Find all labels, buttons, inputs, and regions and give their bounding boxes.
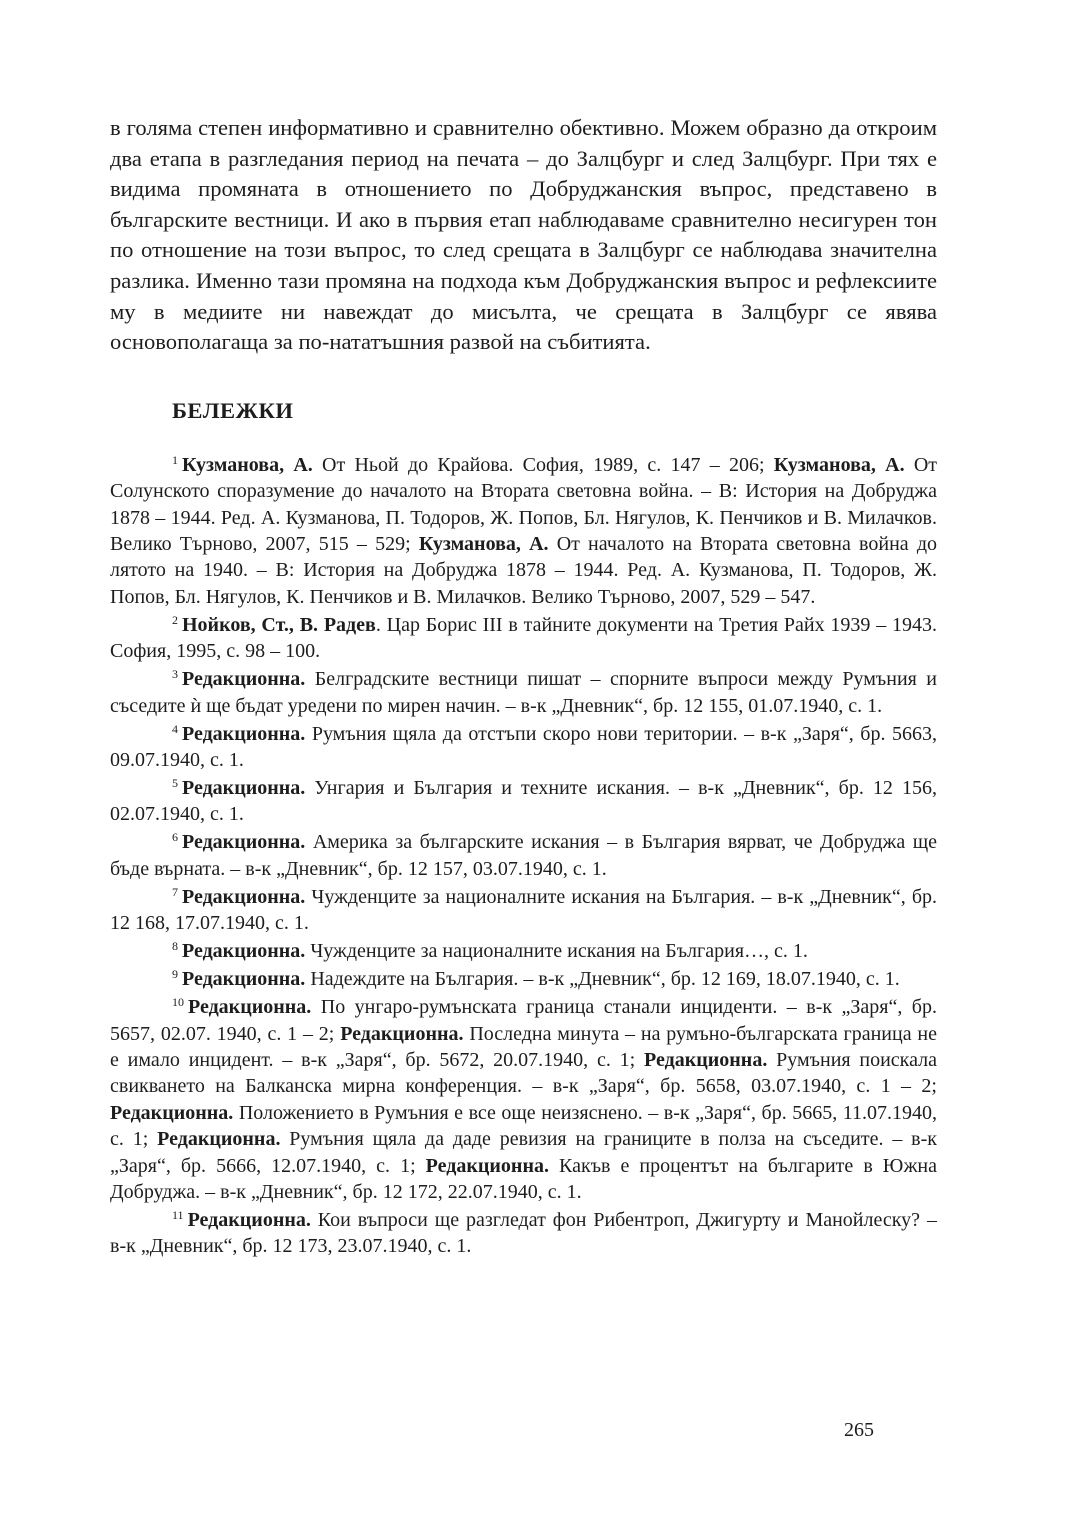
body-paragraph: в голяма степен информативно и сравнително обективно. Можем образно да откроим два етапа в разгледания период на печата – до Залцбург и след Залцбург. При тях е видима промяната в отношението по Добруджанския въпрос, представено в българските вестници. И ако в първия етап наблюдаваме сравнително несигурен тон по отношение на този въпрос, то след срещата в Залцбург се наблюдава значителна разлика. Именно тази промяна на подхода към Добруджанския въпрос и рефлексиите му в медиите ни навеждат до мисълта, че срещата в Залцбург се явява основополагаща за по-нататъшния развой на събитията. <box>110 115 937 355</box>
footnote-author: Нойков, Ст., В. Радев <box>182 613 376 636</box>
footnote-number: 8 <box>172 939 178 954</box>
notes-heading: БЕЛЕЖКИ <box>172 397 294 423</box>
footnote-4 <box>110 721 937 774</box>
footnote-author: Кузманова, А. <box>418 532 549 555</box>
footnote-10 <box>110 994 937 1205</box>
footnote-text: Америка за българските искания – в България вярват, че Добруджа ще бъде върната. – в-к „Дневник“, бр. 12 157, 03.07.1940, с. 1. <box>110 831 937 880</box>
footnote-author: Кузманова, А. <box>773 453 905 476</box>
footnote-author: Редакционна. <box>644 1049 768 1072</box>
footnote-text: Румъния щяла да отстъпи скоро нови територии. – в-к „Заря“, бр. 5663, 09.07.1940, с. 1. <box>110 722 937 771</box>
footnote-author: Редакционна. <box>182 777 306 799</box>
footnote-text: Положението в Румъния е все още неизяснено. – в-к „Заря“, бр. 5665, 11.07.1940, с. 1; <box>110 1101 937 1151</box>
footnote-number: 5 <box>172 776 178 790</box>
footnote-9 <box>110 966 937 992</box>
footnote-number: 2 <box>172 612 178 627</box>
footnote-8 <box>110 938 937 964</box>
footnote-text: От Ньой до Крайова. София, 1989, с. 147 – 206; <box>312 453 774 476</box>
footnote-number: 9 <box>172 967 178 982</box>
footnote-text: Белградските вестници пишат – спорните въпроси между Румъния и съседите ѝ ще бъдат уредени по мирен начин. – в-к „Дневник“, бр. 12 155, 01.07.1940, с. 1. <box>110 668 937 717</box>
footnote-author: Редакционна. <box>182 885 306 908</box>
footnotes-list <box>110 452 937 1260</box>
footnote-text: Последна минута – на румъно-българската граница не е имало инцидент. – в-к „Заря“, бр. 5672, 20.07.1940, с. 1; <box>110 1022 937 1072</box>
footnote-6 <box>110 829 937 882</box>
footnote-author: Редакционна. <box>157 1128 281 1151</box>
footnote-text: Какъв е процентът на българите в Южна Добруджа. – в-к „Дневник“, бр. 12 172, 22.07.1940, с. 1. <box>110 1154 937 1204</box>
footnote-author: Редакционна. <box>188 996 312 1019</box>
footnote-author: Кузманова, А. <box>182 453 313 476</box>
footnote-number: 11 <box>172 1208 184 1223</box>
footnote-1 <box>110 452 937 610</box>
footnote-text: Румъния поискала свикването на Балканска мирна конференция. – в-к „Заря“, бр. 5658, 03.07.1940, с. 1 – 2; <box>110 1049 937 1098</box>
footnote-number: 10 <box>172 995 184 1010</box>
footnote-text: . Цар Борис III в тайните документи на Третия Райх 1939 – 1943. София, 1995, с. 98 – 100. <box>110 613 937 663</box>
page-number: 265 <box>844 1419 874 1441</box>
footnote-author: Редакционна. <box>182 968 306 991</box>
footnote-text: Чужденците за националните искания на България…, с. 1. <box>305 940 808 963</box>
footnote-number: 4 <box>172 721 178 736</box>
footnote-2 <box>110 612 937 665</box>
footnote-author: Редакционна. <box>187 1209 311 1232</box>
footnote-author: Редакционна. <box>110 1101 234 1124</box>
footnote-text: Чужденците за националните искания на България. – в-к „Дневник“, бр. 12 168, 17.07.1940, с. 1. <box>110 885 937 935</box>
footnote-author: Редакционна. <box>425 1154 549 1177</box>
footnote-5 <box>110 775 937 828</box>
page-content <box>110 113 937 1261</box>
footnote-author: Редакционна. <box>182 940 306 963</box>
footnote-3 <box>110 666 937 719</box>
footnote-author: Редакционна. <box>182 668 306 691</box>
footnote-text: Кои въпроси ще разгледат фон Рибентроп, Джигурту и Манойлеску? – в-к „Дневник“, бр. 12 173, 23.07.1940, с. 1. <box>110 1209 937 1258</box>
footnote-11 <box>110 1207 937 1260</box>
footnote-author: Редакционна. <box>182 722 306 745</box>
footnote-text: Унгария и България и техните искания. – в-к „Дневник“, бр. 12 156, 02.07.1940, с. 1. <box>110 777 937 826</box>
footnote-number: 6 <box>172 830 178 845</box>
footnote-number: 3 <box>172 667 178 682</box>
footnote-text: Надеждите на България. – в-к „Дневник“, бр. 12 169, 18.07.1940, с. 1. <box>305 968 900 991</box>
footnote-author: Редакционна. <box>182 831 306 854</box>
footnote-number: 7 <box>172 884 178 899</box>
footnote-text: От началото на Втората световна война до лятото на 1940. – В: История на Добруджа 1878 – 1944. Ред. А. Кузманова, П. Тодоров, Ж. Попов, Бл. Нягулов, К. Пенчиков и В. Милачков. Велико Търново, 2007, 529 – 547. <box>110 532 938 608</box>
footnote-text: Румъния щяла да даде ревизия на границите в полза на съседите. – в-к „Заря“, бр. 5666, 12.07.1940, с. 1; <box>110 1128 938 1177</box>
footnote-text: По унгаро-румънската граница станали инциденти. – в-к „Заря“, бр. 5657, 02.07. 1940, с. 1 – 2; <box>110 996 937 1045</box>
footnote-author: Редакционна. <box>340 1022 464 1045</box>
footnote-text: От Солунското споразумение до началото на Втората световна война. – В: История на Добруджа 1878 – 1944. Ред. А. Кузманова, П. Тодоров, Ж. Попов, Бл. Нягулов, К. Пенчиков и В. Милачков. Велико Търново, 2007, 515 – 529; <box>110 453 938 555</box>
footnote-7 <box>110 884 937 937</box>
footnote-number: 1 <box>172 452 178 467</box>
